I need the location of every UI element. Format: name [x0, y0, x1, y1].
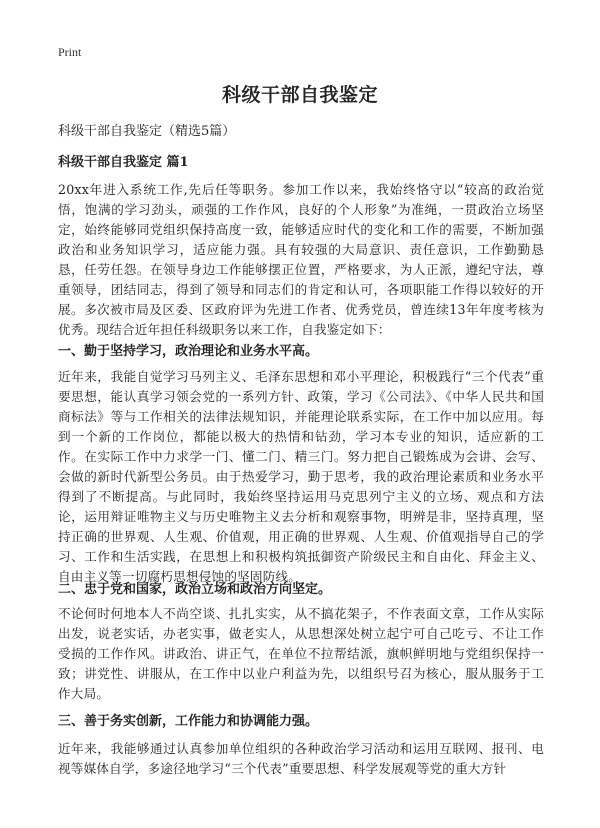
section-heading: 一、勤于坚持学习，政治理论和业务水平高。 [58, 344, 319, 359]
section-paragraph: 近年来，我能够通过认真参加单位组织的各种政治学习活动和运用互联网、报刊、电视等媒体自学，多途径地学习“三个代表”重要思想、科学发展观等党的重大方针 [58, 741, 544, 776]
document-title: 科级干部自我鉴定 [221, 84, 378, 106]
print-link[interactable]: Print [58, 45, 82, 59]
section-heading: 三、善于务实创新，工作能力和协调能力强。 [58, 714, 319, 729]
section-heading: 科级干部自我鉴定 篇1 [58, 155, 189, 170]
section-paragraph: 近年来，我能自觉学习马列主义、毛泽东思想和邓小平理论，积极践行“三个代表”重要思想，能认真学习领会党的一系列方针、政策，学习《公司法》、《中华人民共和国商标法》等与工作相关的法律法规知识，并能理论联系实际，在工作中加以应用。每到一个新的工作岗位，都能以极大的热情和钻劲，学习本专业的知识，适应新的工作。在实际工作中力求学一门、懂二门、精三门。努力把自己锻炼成为会讲、会写、会做的新时代新型公务员。由于热爱学习，勤于思考，我的政治理论素质和业务水平得到了不断提高。与此同时，我始终坚持运用马克思列宁主义的立场、观点和方法论，运用辩证唯物主义与历史唯物主义去分析和观察事物，明辨是非，坚持真理，坚持正确的世界观、人生观、价值观，用正确的世界观、人生观、价值观指导自己的学习、工作和生活实践，在思想上和积极构筑抵御资产阶级民主和自由化、拜金主义、自由主义等一切腐朽思想侵蚀的坚固防线。 [58, 369, 544, 584]
document-subtitle: 科级干部自我鉴定（精选5篇） [58, 124, 236, 139]
section-paragraph: 不论何时何地本人不尚空谈、扎扎实实，从不搞花架子，不作表面文章，工作从实际出发，说老实话，办老实事，做老实人，从思想深处树立起宁可自己吃亏、不让工作受损的工作作风。讲政治、讲正气，在单位不拉帮结派，旗帜鲜明地与党组织保持一致；讲党性、讲服从，在工作中以业户利益为先，以组织号召为核心，服从服务于工作大局。 [58, 606, 544, 701]
section-paragraph: 20xx年进入系统工作,先后任等职务。参加工作以来，我始终恪守以“较高的政治觉悟，饱满的学习劲头，顽强的工作作风，良好的个人形象”为准绳，一贯政治立场坚定，始终能够同党组织保持高度一致，能够适应时代的变化和工作的需要，不断加强政治和业务知识学习，适应能力强。具有较强的大局意识、责任意识，工作勤勤恳恳，任劳任怨。在领导身边工作能够摆正位置，严格要求，为人正派，遵纪守法，尊重领导，团结同志，得到了领导和同志们的肯定和认可，各项职能工作得以较好的开展。多次被市局及区委、区政府评为先进工作者、优秀党员，曾连续13年年度考核为优秀。现结合近年担任科级职务以来工作，自我鉴定如下： [58, 182, 544, 337]
section-heading: 二、忠于党和国家，政治立场和政治方向坚定。 [58, 582, 332, 597]
